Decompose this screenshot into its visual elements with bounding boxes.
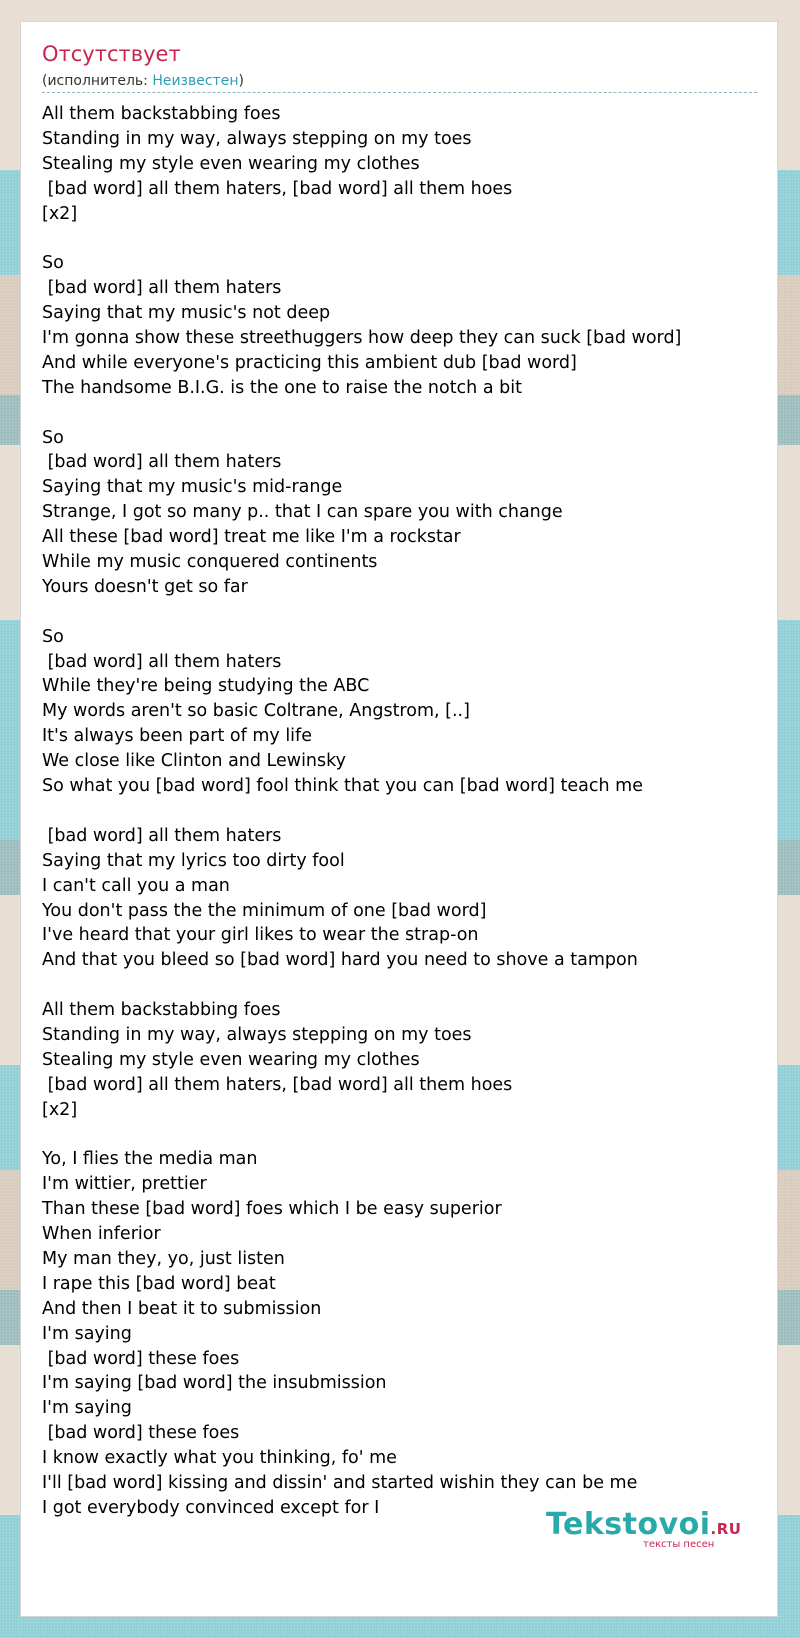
lyric-line: [bad word] all them haters, [bad word] all them hoes (42, 1074, 513, 1095)
lyric-line: [bad word] these foes (42, 1423, 240, 1444)
lyric-line: When inferior (42, 1224, 161, 1245)
lyric-line: So (42, 626, 64, 647)
lyric-line: I've heard that your girl likes to wear the strap-on (42, 925, 479, 946)
lyric-line (42, 600, 762, 625)
lyric-line (42, 1123, 762, 1148)
lyric-line: While they're being studying the ABC (42, 676, 370, 697)
lyric-line: [bad word] all them haters (42, 278, 282, 299)
lyrics-text (42, 102, 762, 1521)
lyric-line: My words aren't so basic Coltrane, Angstrom, [..] (42, 701, 470, 722)
lyric-line: So (42, 427, 64, 448)
lyric-line: Yours doesn't get so far (42, 576, 248, 597)
lyrics-page (20, 21, 778, 1617)
lyric-line: I'm saying (42, 1398, 132, 1419)
lyric-line: Saying that my music's not deep (42, 303, 331, 324)
lyric-line: All them backstabbing foes (42, 1000, 281, 1021)
lyric-line: I'm gonna show these streethuggers how deep they can suck [bad word] (42, 328, 682, 349)
logo-tagline: тексты песен (643, 1539, 715, 1550)
lyric-line: Standing in my way, always stepping on my toes (42, 128, 472, 149)
lyric-line: We close like Clinton and Lewinsky (42, 751, 347, 772)
artist-link[interactable]: Неизвестен (152, 73, 239, 89)
lyric-line: I'll [bad word] kissing and dissin' and started wishin they can be me (42, 1472, 638, 1493)
lyric-line: And then I beat it to submission (42, 1298, 322, 1319)
lyric-line: [bad word] all them haters (42, 651, 282, 672)
artist-prefix: (исполнитель: (42, 73, 153, 89)
title-divider (42, 92, 757, 93)
lyric-line: I'm saying [bad word] the insubmission (42, 1373, 387, 1394)
lyric-line: So (42, 253, 64, 274)
lyric-line: I can't call you a man (42, 875, 230, 896)
logo-tld: .RU (710, 1520, 742, 1538)
lyric-line: While my music conquered continents (42, 552, 378, 573)
lyric-line (42, 401, 762, 426)
song-title: Отсутствует (42, 42, 181, 66)
lyric-line: [x2] (42, 203, 78, 224)
lyric-line (42, 799, 762, 824)
lyric-line: So what you [bad word] fool think that you can [bad word] teach me (42, 776, 643, 797)
lyric-line: All these [bad word] treat me like I'm a rockstar (42, 527, 461, 548)
lyric-line: Saying that my lyrics too dirty fool (42, 850, 345, 871)
lyric-line: I rape this [bad word] beat (42, 1273, 276, 1294)
lyric-line: All them backstabbing foes (42, 104, 281, 124)
lyric-line: [bad word] all them haters (42, 452, 282, 473)
lyric-line: You don't pass the the minimum of one [bad word] (42, 900, 487, 921)
lyric-line: And while everyone's practicing this ambient dub [bad word] (42, 352, 577, 373)
lyric-line (42, 226, 762, 251)
lyric-line: [bad word] all them haters, [bad word] all them hoes (42, 178, 513, 199)
logo-name: Tekstovoi (546, 1507, 711, 1542)
lyric-line: Yo, I flies the media man (42, 1149, 258, 1170)
lyric-line: Saying that my music's mid-range (42, 477, 343, 498)
artist-line (42, 72, 244, 90)
lyric-line: Strange, I got so many p.. that I can spare you with change (42, 502, 563, 523)
lyric-line: I'm wittier, prettier (42, 1174, 207, 1195)
lyric-line: Than these [bad word] foes which I be easy superior (42, 1199, 502, 1220)
lyric-line: I'm saying (42, 1323, 132, 1344)
lyric-line: My man they, yo, just listen (42, 1248, 285, 1269)
lyric-line: The handsome B.I.G. is the one to raise the notch a bit (42, 377, 522, 398)
artist-suffix: ) (238, 73, 244, 89)
lyric-line: It's always been part of my life (42, 726, 312, 747)
lyric-line: Stealing my style even wearing my clothes (42, 1049, 420, 1070)
lyric-line: I got everybody convinced except for I (42, 1497, 380, 1518)
lyric-line: I know exactly what you thinking, fo' me (42, 1448, 397, 1469)
lyric-line: [bad word] all them haters (42, 825, 282, 846)
lyric-line: And that you bleed so [bad word] hard you need to shove a tampon (42, 950, 638, 971)
lyric-line: [x2] (42, 1099, 78, 1120)
lyric-line: Stealing my style even wearing my clothes (42, 153, 420, 174)
lyric-line (42, 973, 762, 998)
lyric-line: [bad word] these foes (42, 1348, 240, 1369)
lyric-line: Standing in my way, always stepping on my toes (42, 1024, 472, 1045)
